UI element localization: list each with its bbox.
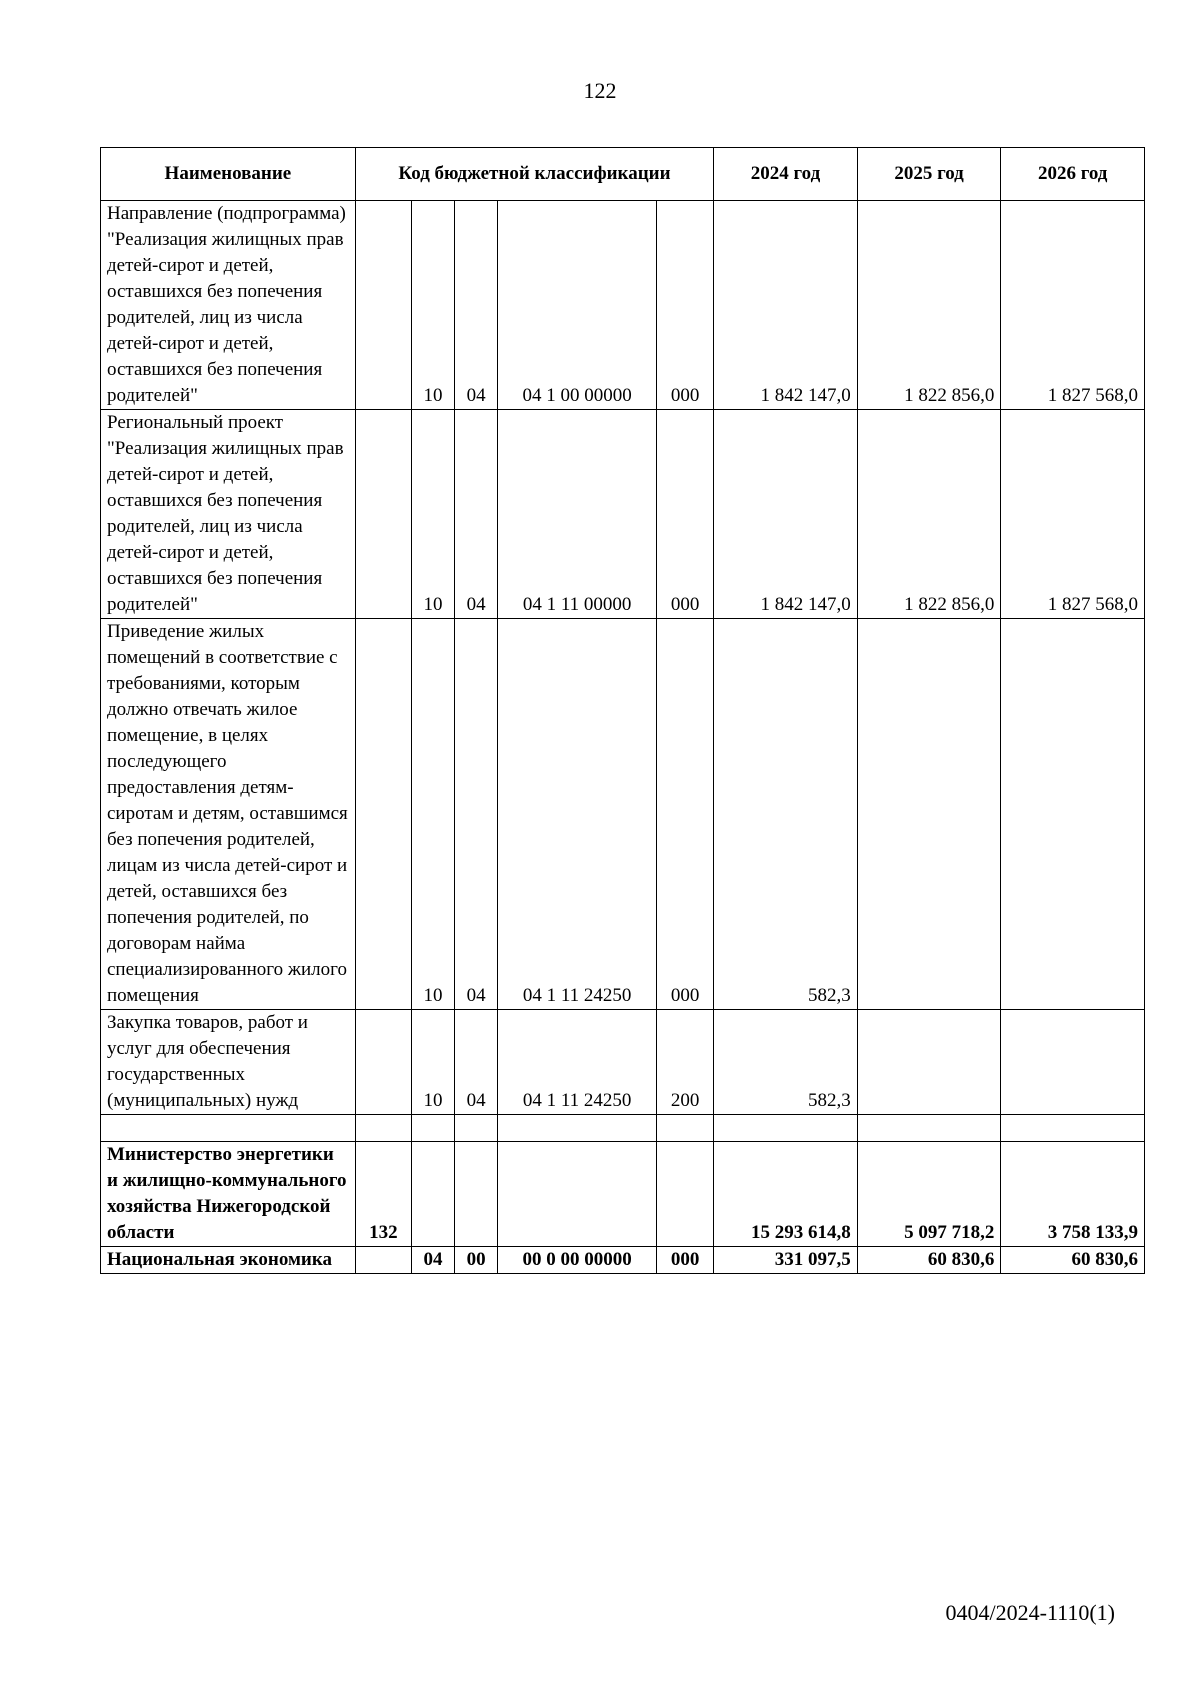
row-expense: 000 <box>656 201 713 410</box>
row-name: Региональный проект "Реализация жилищных прав детей-сирот и детей, оставшихся без попечения родителей, лиц из числа детей-сирот и детей, оставшихся без попечения родителей" <box>101 410 356 619</box>
row-2026: 1 827 568,0 <box>1001 201 1145 410</box>
row-section: 04 <box>411 1247 454 1274</box>
row-target: 04 1 11 00000 <box>498 410 657 619</box>
row-2024: 582,3 <box>714 1010 858 1115</box>
row-2024 <box>714 1115 858 1142</box>
row-target: 00 0 00 00000 <box>498 1247 657 1274</box>
header-2024: 2024 год <box>714 148 858 201</box>
row-2025: 1 822 856,0 <box>857 410 1001 619</box>
row-subsection: 00 <box>455 1247 498 1274</box>
header-name: Наименование <box>101 148 356 201</box>
document-code: 0404/2024-1110(1) <box>945 1600 1115 1625</box>
row-grbs <box>355 410 411 619</box>
header-code: Код бюджетной классификации <box>355 148 713 201</box>
row-name <box>101 1115 356 1142</box>
row-2025 <box>857 1010 1001 1115</box>
row-name: Национальная экономика <box>101 1247 356 1274</box>
row-name: Приведение жилых помещений в соответствие с требованиями, которым должно отвечать жилое помещение, в целях последующего предоставления детям-сиротам и детям, оставшимся без попечения родителей, лицам из числа детей-сирот и детей, оставшихся без попечения родителей, по договорам найма специализированного жилого помещения <box>101 619 356 1010</box>
table-row <box>101 1010 1145 1115</box>
row-subsection: 04 <box>455 201 498 410</box>
row-expense: 200 <box>656 1010 713 1115</box>
row-target: 04 1 11 24250 <box>498 1010 657 1115</box>
row-section: 10 <box>411 201 454 410</box>
row-grbs <box>355 619 411 1010</box>
row-2026: 60 830,6 <box>1001 1247 1145 1274</box>
row-section <box>411 1142 454 1247</box>
table-row <box>101 619 1145 1010</box>
header-2026: 2026 год <box>1001 148 1145 201</box>
row-grbs <box>355 1010 411 1115</box>
budget-table <box>100 147 1145 1274</box>
row-2026 <box>1001 1115 1145 1142</box>
row-section: 10 <box>411 1010 454 1115</box>
row-2026: 1 827 568,0 <box>1001 410 1145 619</box>
row-section: 10 <box>411 410 454 619</box>
row-section <box>411 1115 454 1142</box>
page-number: 122 <box>583 78 617 103</box>
row-subsection: 04 <box>455 619 498 1010</box>
row-2024: 582,3 <box>714 619 858 1010</box>
row-subsection <box>455 1115 498 1142</box>
row-2024: 331 097,5 <box>714 1247 858 1274</box>
row-section: 10 <box>411 619 454 1010</box>
row-2026 <box>1001 1010 1145 1115</box>
row-expense: 000 <box>656 410 713 619</box>
row-2025: 1 822 856,0 <box>857 201 1001 410</box>
table-row <box>101 410 1145 619</box>
row-grbs <box>355 1247 411 1274</box>
row-2025 <box>857 619 1001 1010</box>
table-body <box>101 201 1145 1274</box>
row-name: Министерство энергетики и жилищно-коммунального хозяйства Нижегородской области <box>101 1142 356 1247</box>
row-2025 <box>857 1115 1001 1142</box>
table-row <box>101 1142 1145 1247</box>
row-expense <box>656 1115 713 1142</box>
row-2024: 1 842 147,0 <box>714 410 858 619</box>
row-subsection <box>455 1142 498 1247</box>
row-target <box>498 1115 657 1142</box>
row-expense <box>656 1142 713 1247</box>
table-header-row <box>101 148 1145 201</box>
row-subsection: 04 <box>455 410 498 619</box>
table-row-empty <box>101 1115 1145 1142</box>
row-grbs <box>355 1115 411 1142</box>
row-name: Закупка товаров, работ и услуг для обеспечения государственных (муниципальных) нужд <box>101 1010 356 1115</box>
row-2025: 5 097 718,2 <box>857 1142 1001 1247</box>
row-name: Направление (подпрограмма) "Реализация жилищных прав детей-сирот и детей, оставшихся без попечения родителей, лиц из числа детей-сирот и детей, оставшихся без попечения родителей" <box>101 201 356 410</box>
row-2024: 1 842 147,0 <box>714 201 858 410</box>
row-2026: 3 758 133,9 <box>1001 1142 1145 1247</box>
row-target: 04 1 11 24250 <box>498 619 657 1010</box>
row-target: 04 1 00 00000 <box>498 201 657 410</box>
row-expense: 000 <box>656 1247 713 1274</box>
row-grbs <box>355 201 411 410</box>
row-expense: 000 <box>656 619 713 1010</box>
row-2026 <box>1001 619 1145 1010</box>
row-2025: 60 830,6 <box>857 1247 1001 1274</box>
row-subsection: 04 <box>455 1010 498 1115</box>
header-2025: 2025 год <box>857 148 1001 201</box>
row-target <box>498 1142 657 1247</box>
table-row <box>101 201 1145 410</box>
table-row <box>101 1247 1145 1274</box>
row-2024: 15 293 614,8 <box>714 1142 858 1247</box>
row-grbs: 132 <box>355 1142 411 1247</box>
